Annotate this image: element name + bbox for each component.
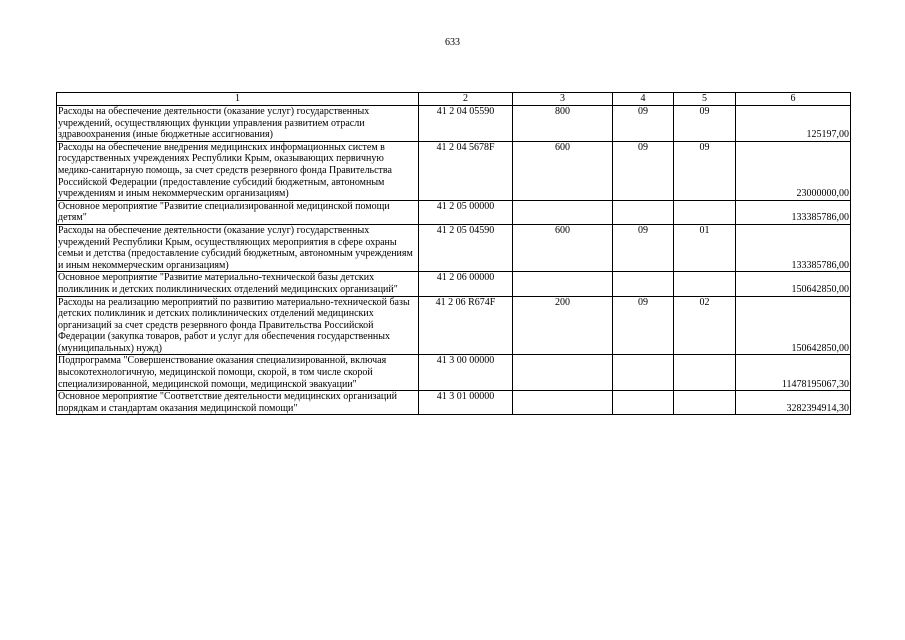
row-section xyxy=(613,355,674,391)
row-name: Расходы на обеспечение внедрения медицинских информационных систем в государственных учреждениях Республики Крым, оказывающих первичную медико-санитарную помощь, за счет средств резервного фонда Правительства Российской Федерации (предоставление субсидий бюджетным, автономным учреждениям и иным некоммерческим организациям) xyxy=(57,141,419,200)
row-sum: 125197,00 xyxy=(736,106,851,142)
table-row xyxy=(57,224,851,271)
row-expense-type: 600 xyxy=(513,141,613,200)
table-row xyxy=(57,296,851,355)
row-name: Подпрограмма "Совершенствование оказания специализированной, включая высокотехнологичную, медицинской помощи, скорой, в том числе скорой специализированной, медицинской помощи, медицинской эвакуации" xyxy=(57,355,419,391)
table-row xyxy=(57,141,851,200)
row-section xyxy=(613,200,674,224)
table-row xyxy=(57,391,851,415)
row-section: 09 xyxy=(613,296,674,355)
row-section: 09 xyxy=(613,224,674,271)
row-sum: 150642850,00 xyxy=(736,272,851,296)
row-section: 09 xyxy=(613,106,674,142)
row-sum: 133385786,00 xyxy=(736,200,851,224)
row-subsection: 02 xyxy=(674,296,736,355)
row-code: 41 2 06 00000 xyxy=(419,272,513,296)
row-code: 41 2 05 04590 xyxy=(419,224,513,271)
row-subsection: 09 xyxy=(674,141,736,200)
column-header: 5 xyxy=(674,93,736,106)
row-code: 41 2 05 00000 xyxy=(419,200,513,224)
row-subsection: 09 xyxy=(674,106,736,142)
row-name: Основное мероприятие "Соответствие деятельности медицинских организаций порядкам и стандартам оказания медицинской помощи" xyxy=(57,391,419,415)
row-subsection xyxy=(674,200,736,224)
column-header: 4 xyxy=(613,93,674,106)
row-sum: 150642850,00 xyxy=(736,296,851,355)
column-header: 6 xyxy=(736,93,851,106)
row-sum: 133385786,00 xyxy=(736,224,851,271)
row-expense-type: 200 xyxy=(513,296,613,355)
row-expense-type xyxy=(513,391,613,415)
row-subsection xyxy=(674,391,736,415)
row-name: Основное мероприятие "Развитие специализированной медицинской помощи детям" xyxy=(57,200,419,224)
row-name: Расходы на реализацию мероприятий по развитию материально-технической базы детских поликлиник и детских поликлинических отделений медицинских организаций за счет средств резервного фонда Правительства Российской Федерации (закупка товаров, работ и услуг для обеспечения государственных (муниципальных) нужд) xyxy=(57,296,419,355)
row-name: Основное мероприятие "Развитие материально-технической базы детских поликлиник и детских поликлинических отделений медицинских организаций" xyxy=(57,272,419,296)
row-section xyxy=(613,272,674,296)
row-code: 41 2 04 05590 xyxy=(419,106,513,142)
row-subsection xyxy=(674,272,736,296)
row-code: 41 2 04 5678F xyxy=(419,141,513,200)
row-sum: 11478195067,30 xyxy=(736,355,851,391)
row-code: 41 3 01 00000 xyxy=(419,391,513,415)
table-row xyxy=(57,272,851,296)
table-row xyxy=(57,355,851,391)
row-subsection: 01 xyxy=(674,224,736,271)
row-subsection xyxy=(674,355,736,391)
table-row xyxy=(57,106,851,142)
column-header: 1 xyxy=(57,93,419,106)
row-section xyxy=(613,391,674,415)
row-section: 09 xyxy=(613,141,674,200)
row-code: 41 2 06 R674F xyxy=(419,296,513,355)
row-expense-type: 800 xyxy=(513,106,613,142)
table-header-row xyxy=(57,93,851,106)
column-header: 2 xyxy=(419,93,513,106)
table-row xyxy=(57,200,851,224)
budget-table xyxy=(56,92,851,415)
row-expense-type: 600 xyxy=(513,224,613,271)
row-name: Расходы на обеспечение деятельности (оказание услуг) государственных учреждений Республики Крым, осуществляющих мероприятия в сфере охраны семьи и детства (предоставление субсидий бюджетным, автономным учреждениям и иным некоммерческим организациям) xyxy=(57,224,419,271)
row-sum: 3282394914,30 xyxy=(736,391,851,415)
row-expense-type xyxy=(513,272,613,296)
row-sum: 23000000,00 xyxy=(736,141,851,200)
page-number: 633 xyxy=(445,37,460,48)
column-header: 3 xyxy=(513,93,613,106)
row-name: Расходы на обеспечение деятельности (оказание услуг) государственных учреждений, осуществляющих функции управления развитием отрасли здравоохранения (иные бюджетные ассигнования) xyxy=(57,106,419,142)
row-expense-type xyxy=(513,355,613,391)
row-code: 41 3 00 00000 xyxy=(419,355,513,391)
row-expense-type xyxy=(513,200,613,224)
